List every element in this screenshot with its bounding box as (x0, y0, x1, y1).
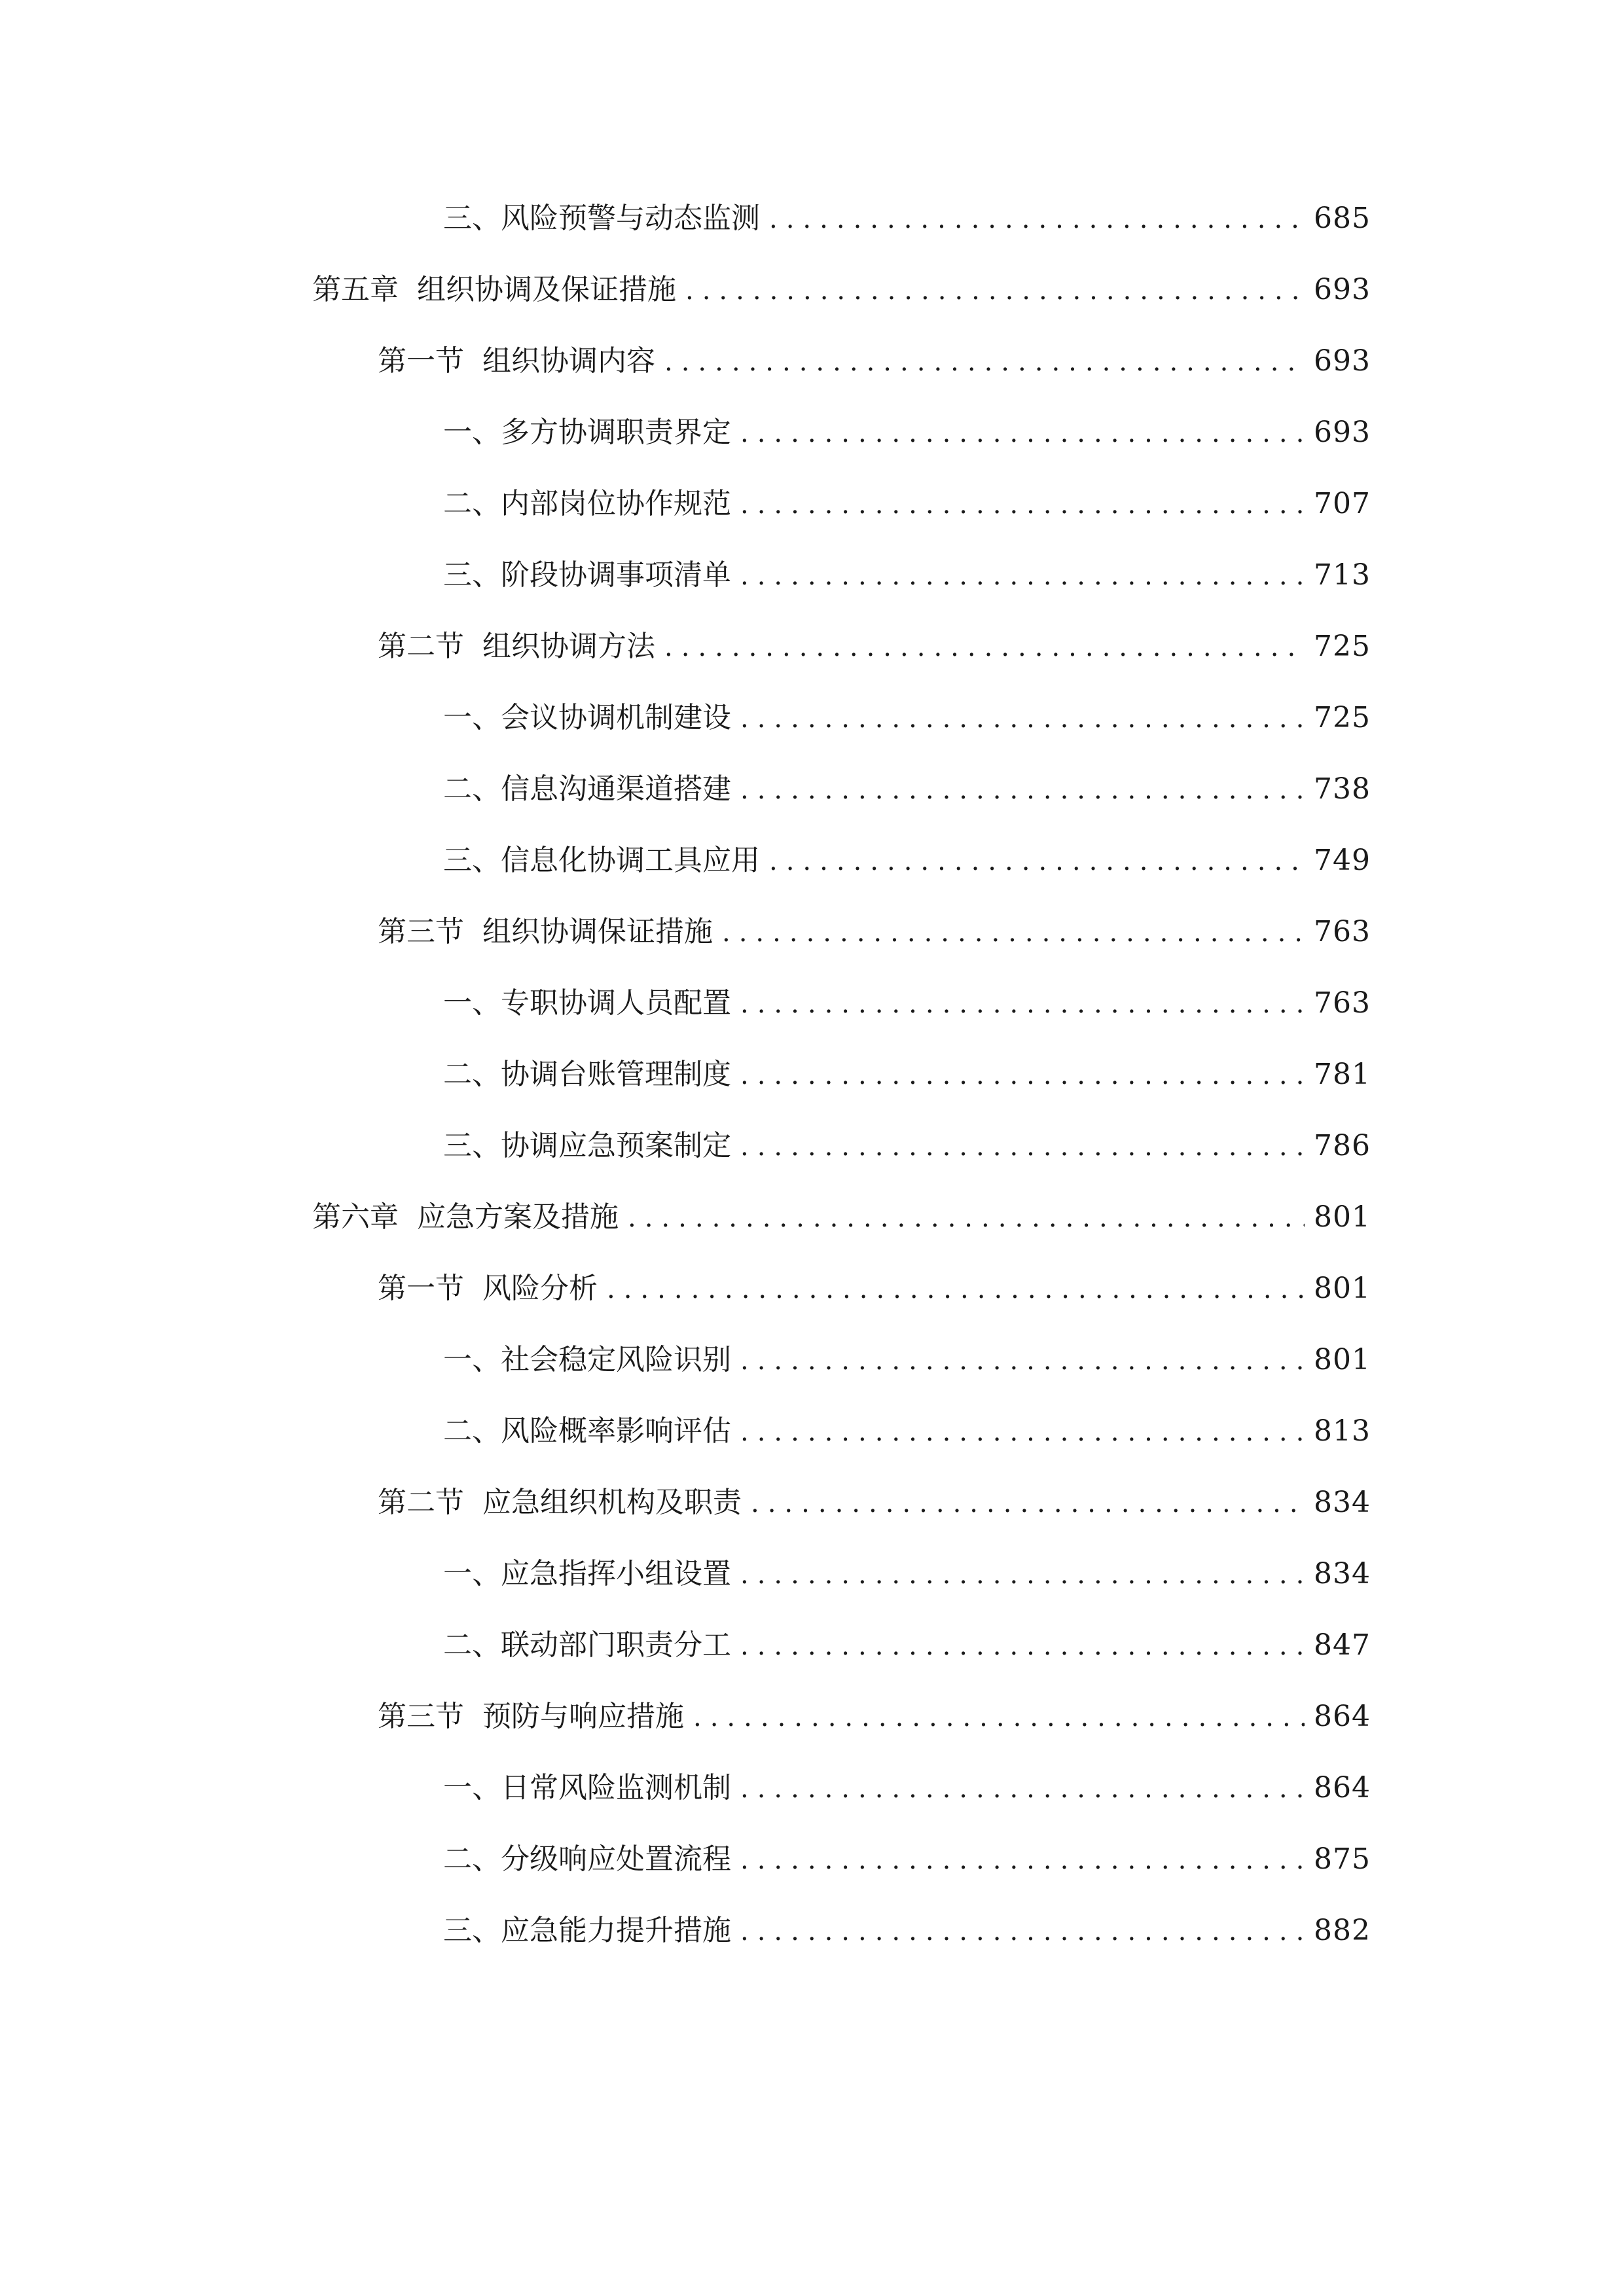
toc-entry-section[interactable] (443, 406, 1371, 459)
entry-page-number: 725 (1314, 701, 1371, 734)
entry-number: 三、 (443, 844, 501, 877)
dot-leader (740, 692, 1305, 745)
entry-number: 第一节 (378, 1272, 464, 1305)
toc-entry-section[interactable] (443, 1548, 1371, 1600)
dot-leader (607, 1263, 1305, 1316)
toc-entry-subchapter[interactable] (378, 1263, 1371, 1315)
entry-title: 协调应急预案制定 (501, 1129, 731, 1162)
entry-title: 信息沟通渠道搭建 (501, 772, 731, 806)
entry-title: 风险预警与动态监测 (501, 202, 760, 235)
entry-page-number: 864 (1314, 1700, 1371, 1733)
dot-leader (740, 1406, 1305, 1458)
entry-title: 应急方案及措施 (417, 1200, 619, 1234)
entry-number: 第三节 (378, 915, 464, 948)
toc-entry-section[interactable] (443, 1049, 1371, 1101)
entry-number: 第二节 (378, 1486, 464, 1519)
entry-title: 应急能力提升措施 (501, 1914, 731, 1947)
entry-page-number: 763 (1314, 915, 1371, 948)
toc-entry-section[interactable] (443, 478, 1371, 530)
entry-title: 组织协调方法 (482, 630, 655, 663)
entry-number: 二、 (443, 487, 501, 520)
dot-leader (740, 478, 1305, 531)
dot-leader (685, 264, 1305, 317)
entry-title: 阶段协调事项清单 (501, 558, 731, 592)
toc-entry-section[interactable] (443, 1762, 1371, 1814)
entry-number: 二、 (443, 1842, 501, 1876)
entry-page-number: 801 (1314, 1343, 1371, 1376)
toc-entry-subchapter[interactable] (378, 1477, 1371, 1529)
entry-page-number: 763 (1314, 986, 1371, 1020)
entry-page-number: 834 (1314, 1557, 1371, 1590)
entry-page-number: 847 (1314, 1628, 1371, 1662)
toc-entry-section[interactable] (443, 763, 1371, 816)
entry-page-number: 882 (1314, 1914, 1371, 1947)
entry-title: 风险分析 (482, 1272, 598, 1305)
entry-number: 三、 (443, 1129, 501, 1162)
entry-page-number: 707 (1314, 487, 1371, 520)
dot-leader (740, 764, 1305, 816)
entry-page-number: 693 (1314, 273, 1371, 306)
toc-entry-chapter[interactable] (312, 264, 1371, 316)
dot-leader (664, 621, 1305, 673)
entry-title: 应急指挥小组设置 (501, 1557, 731, 1590)
dot-leader (740, 1549, 1305, 1601)
toc-entry-subchapter[interactable] (378, 335, 1371, 387)
entry-number: 第五章 (312, 273, 399, 306)
entry-title: 组织协调内容 (482, 344, 655, 378)
entry-page-number: 781 (1314, 1058, 1371, 1091)
entry-title: 社会稳定风险识别 (501, 1343, 731, 1376)
toc-entry-section[interactable] (443, 1120, 1371, 1172)
entry-title: 会议协调机制建设 (501, 701, 731, 734)
entry-title: 应急组织机构及职责 (482, 1486, 742, 1519)
toc-entry-section[interactable] (443, 977, 1371, 1030)
entry-page-number: 725 (1314, 630, 1371, 663)
entry-page-number: 786 (1314, 1129, 1371, 1162)
entry-page-number: 685 (1314, 202, 1371, 235)
entry-number: 二、 (443, 1628, 501, 1662)
toc-entry-section[interactable] (443, 1905, 1371, 1957)
entry-page-number: 875 (1314, 1842, 1371, 1876)
dot-leader (740, 407, 1305, 459)
entry-number: 第六章 (312, 1200, 399, 1234)
entry-page-number: 693 (1314, 416, 1371, 449)
dot-leader (740, 1049, 1305, 1102)
dot-leader (693, 1691, 1305, 1744)
entry-title: 风险概率影响评估 (501, 1414, 731, 1448)
entry-page-number: 749 (1314, 844, 1371, 877)
entry-title: 组织协调及保证措施 (417, 273, 676, 306)
entry-page-number: 834 (1314, 1486, 1371, 1519)
entry-title: 组织协调保证措施 (482, 915, 713, 948)
entry-number: 二、 (443, 1414, 501, 1448)
entry-title: 预防与响应措施 (482, 1700, 684, 1733)
toc-entry-chapter[interactable] (312, 1191, 1371, 1244)
entry-number: 二、 (443, 772, 501, 806)
entry-page-number: 801 (1314, 1200, 1371, 1234)
entry-title: 联动部门职责分工 (501, 1628, 731, 1662)
toc-entry-section[interactable] (443, 1405, 1371, 1458)
entry-number: 第三节 (378, 1700, 464, 1733)
toc-entry-section[interactable] (443, 834, 1371, 887)
toc-entry-section[interactable] (443, 1833, 1371, 1886)
toc-entry-section[interactable] (443, 692, 1371, 744)
dot-leader (740, 1905, 1305, 1958)
entry-number: 一、 (443, 1557, 501, 1590)
dot-leader (751, 1477, 1305, 1530)
dot-leader (740, 978, 1305, 1030)
entry-number: 一、 (443, 986, 501, 1020)
entry-number: 三、 (443, 202, 501, 235)
entry-page-number: 738 (1314, 772, 1371, 806)
toc-entry-section[interactable] (443, 1334, 1371, 1386)
dot-leader (740, 1620, 1305, 1672)
entry-title: 协调台账管理制度 (501, 1058, 731, 1091)
entry-number: 三、 (443, 1914, 501, 1947)
dot-leader (769, 835, 1305, 888)
entry-number: 第一节 (378, 344, 464, 378)
entry-number: 二、 (443, 1058, 501, 1091)
dot-leader (628, 1192, 1305, 1244)
dot-leader (769, 193, 1305, 245)
entry-number: 第二节 (378, 630, 464, 663)
dot-leader (664, 336, 1305, 388)
entry-title: 多方协调职责界定 (501, 416, 731, 449)
dot-leader (740, 1763, 1305, 1815)
entry-title: 分级响应处置流程 (501, 1842, 731, 1876)
toc-entry-section[interactable] (443, 192, 1371, 245)
toc-entry-section[interactable] (443, 1619, 1371, 1672)
toc-entry-section[interactable] (443, 549, 1371, 601)
dot-leader (740, 1121, 1305, 1173)
toc-entry-subchapter[interactable] (378, 906, 1371, 958)
entry-title: 日常风险监测机制 (501, 1771, 731, 1804)
entry-number: 一、 (443, 1771, 501, 1804)
entry-title: 信息化协调工具应用 (501, 844, 760, 877)
dot-leader (740, 1335, 1305, 1387)
entry-page-number: 801 (1314, 1272, 1371, 1305)
entry-number: 一、 (443, 416, 501, 449)
entry-page-number: 713 (1314, 558, 1371, 592)
dot-leader (722, 906, 1305, 959)
entry-page-number: 693 (1314, 344, 1371, 378)
entry-number: 三、 (443, 558, 501, 592)
entry-title: 专职协调人员配置 (501, 986, 731, 1020)
entry-number: 一、 (443, 701, 501, 734)
dot-leader (740, 1834, 1305, 1886)
entry-page-number: 864 (1314, 1771, 1371, 1804)
toc-entry-subchapter[interactable] (378, 620, 1371, 673)
entry-title: 内部岗位协作规范 (501, 487, 731, 520)
dot-leader (740, 550, 1305, 602)
entry-page-number: 813 (1314, 1414, 1371, 1448)
toc-entry-subchapter[interactable] (378, 1691, 1371, 1743)
entry-number: 一、 (443, 1343, 501, 1376)
